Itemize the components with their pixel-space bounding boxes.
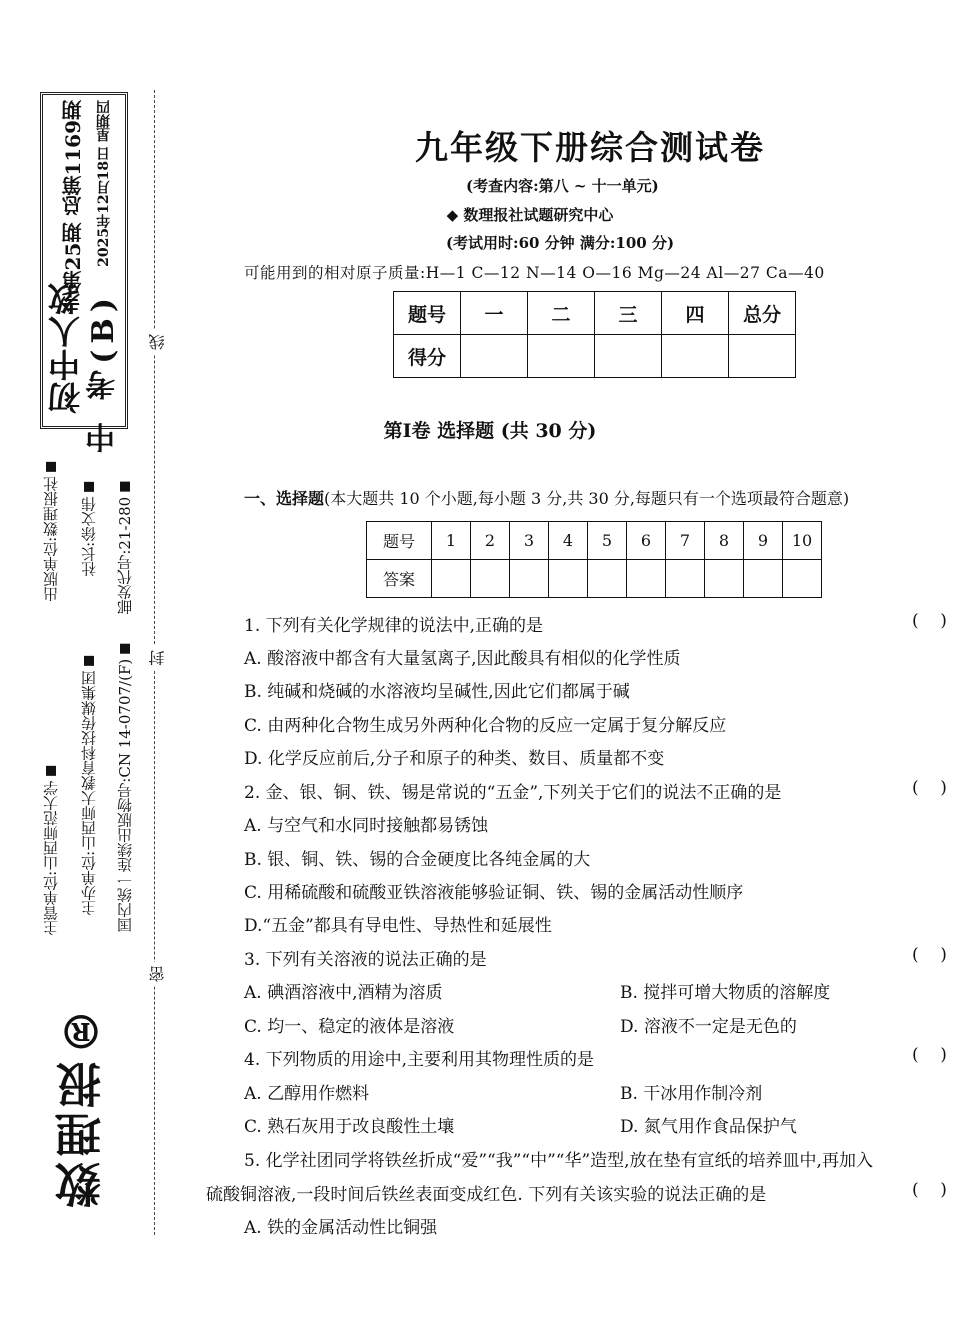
sponsor-text: 主办单位:山西师大教育科技传媒集团: [80, 670, 98, 916]
answer-blank[interactable]: ( ): [912, 945, 947, 965]
exam-time-score: (考试用时:60 分钟 满分:100 分): [445, 234, 675, 252]
score-cell[interactable]: [528, 335, 595, 378]
answer-cell[interactable]: [666, 560, 705, 598]
answer-blank[interactable]: ( ): [912, 1180, 947, 1200]
q3-option-d: D. 溶液不一定是无色的: [620, 1017, 797, 1037]
question-2: 2. 金、银、铜、铁、锡是常说的“五金”,下列关于它们的说法不正确的是: [244, 783, 782, 803]
score-cell[interactable]: [595, 335, 662, 378]
q4-option-a: A. 乙醇用作燃料: [244, 1084, 370, 1104]
score-cell[interactable]: [662, 335, 729, 378]
q2-option-b: B. 银、铜、铁、锡的合金硬度比各纯金属的大: [244, 850, 591, 870]
answer-number-cell: 4: [549, 522, 588, 560]
answer-number-cell: 9: [744, 522, 783, 560]
part1-instructions: (本大题共 10 个小题,每小题 3 分,共 30 分,每题只有一个选项最符合题意): [324, 489, 850, 508]
president-info: [78, 478, 99, 577]
answer-number-row: [367, 522, 822, 560]
answer-number-cell: 5: [588, 522, 627, 560]
publisher-text: 出版单位:数理报社: [42, 476, 60, 602]
answer-cell[interactable]: [510, 560, 549, 598]
q1-option-d: D. 化学反应前后,分子和原子的种类、数目、质量都不变: [244, 749, 665, 769]
answer-cell[interactable]: [471, 560, 510, 598]
score-row-label: 得分: [394, 335, 461, 378]
answer-number-cell: 2: [471, 522, 510, 560]
q4-option-c: C. 熟石灰用于改良酸性土壤: [244, 1117, 455, 1137]
q2-option-a: A. 与空气和水同时接触都易锈蚀: [244, 816, 489, 836]
q5-option-a: A. 铁的金属活动性比铜强: [244, 1218, 438, 1238]
postal-code-text: 邮发代号:21-280: [116, 496, 134, 615]
seal-mark-line: 线: [146, 330, 169, 354]
supervisor-info: [40, 762, 61, 936]
answer-number-cell: 1: [432, 522, 471, 560]
bullet-square-icon: [120, 482, 130, 492]
score-value-row: [394, 335, 796, 378]
score-header-cell: 二: [528, 292, 595, 335]
bullet-square-icon: [46, 766, 56, 776]
answer-cell[interactable]: [627, 560, 666, 598]
question-5: 5. 化学社团同学将铁丝折成“爱”“我”“中”“华”造型,放在垫有宣纸的培养皿中,再加入: [244, 1151, 873, 1171]
score-header-cell: 四: [662, 292, 729, 335]
question-3: 3. 下列有关溶液的说法正确的是: [244, 950, 487, 970]
answer-cell[interactable]: [744, 560, 783, 598]
score-cell[interactable]: [729, 335, 796, 378]
issue-number: 第25期 总第1169期: [61, 100, 85, 291]
seal-mark-feng: 封: [146, 646, 169, 670]
q1-option-c: C. 由两种化合物生成另外两种化合物的反应一定属于复分解反应: [244, 716, 727, 736]
question-4: 4. 下列物质的用途中,主要利用其物理性质的是: [244, 1050, 595, 1070]
exam-title: 九年级下册综合测试卷: [415, 128, 765, 167]
bullet-square-icon: [84, 482, 94, 492]
score-cell[interactable]: [461, 335, 528, 378]
q3-option-a: A. 碘酒溶液中,酒精为溶质: [244, 983, 443, 1003]
publication-edition: 中 考(B): [86, 292, 121, 453]
answer-cell[interactable]: [783, 560, 822, 598]
exam-scope: (考查内容:第八 ~ 十一单元): [466, 177, 659, 195]
answer-number-cell: 10: [783, 522, 822, 560]
cn-number-info: [114, 640, 135, 933]
cn-number-text: 国内统一连续出版物号:CN 14-0707/(F): [116, 658, 134, 933]
seal-mark-mi: 密: [146, 962, 169, 986]
score-header-cell: 一: [461, 292, 528, 335]
answer-number-cell: 6: [627, 522, 666, 560]
score-header-row: [394, 292, 796, 335]
answer-table: [366, 521, 822, 598]
score-header-cell: 题号: [394, 292, 461, 335]
score-header-cell: 三: [595, 292, 662, 335]
bullet-square-icon: [84, 656, 94, 666]
q4-option-d: D. 氮气用作食品保护气: [620, 1117, 797, 1137]
president-text: 社长:徐文伟: [80, 496, 98, 577]
publisher-info: [40, 458, 61, 602]
part1-heading-line: [244, 486, 849, 509]
answer-number-cell: 7: [666, 522, 705, 560]
answer-cell[interactable]: [549, 560, 588, 598]
score-header-cell: 总分: [729, 292, 796, 335]
atomic-masses: 可能用到的相对原子质量:H—1 C—12 N—14 O—16 Mg—24 Al—27 Ca—40: [244, 264, 825, 282]
part1-heading: 一、选择题: [244, 489, 325, 508]
answer-cell[interactable]: [432, 560, 471, 598]
bullet-square-icon: [120, 644, 130, 654]
q1-option-a: A. 酸溶液中都含有大量氢离子,因此酸具有相似的化学性质: [244, 649, 681, 669]
sponsor-info: [78, 652, 99, 916]
answer-blank[interactable]: ( ): [912, 1045, 947, 1065]
score-table: [393, 291, 796, 378]
answer-fill-row: [367, 560, 822, 598]
newspaper-logo: 数理报®: [54, 1000, 108, 1208]
answer-blank[interactable]: ( ): [912, 778, 947, 798]
answer-number-cell: 3: [510, 522, 549, 560]
q4-option-b: B. 干冰用作制冷剂: [620, 1084, 763, 1104]
answer-blank[interactable]: ( ): [912, 611, 947, 631]
section-title: 第Ⅰ卷 选择题 (共 30 分): [383, 420, 597, 442]
q1-option-b: B. 纯碱和烧碱的水溶液均呈碱性,因此它们都属于碱: [244, 682, 630, 702]
answer-cell[interactable]: [588, 560, 627, 598]
answer-row-label: 答案: [367, 560, 432, 598]
question-1: 1. 下列有关化学规律的说法中,正确的是: [244, 616, 544, 636]
supervisor-text: 主管单位:山西师范大学: [42, 780, 60, 936]
publication-name: 初中人教: [47, 282, 85, 414]
q2-option-c: C. 用稀硫酸和硫酸亚铁溶液能够验证铜、铁、锡的金属活动性顺序: [244, 883, 744, 903]
q3-option-c: C. 均一、稳定的液体是溶液: [244, 1017, 455, 1037]
question-5-continued: 硫酸铜溶液,一段时间后铁丝表面变成红色. 下列有关该实验的说法正确的是: [206, 1185, 767, 1205]
bullet-square-icon: [46, 462, 56, 472]
q3-option-b: B. 搅拌可增大物质的溶解度: [620, 983, 831, 1003]
research-center: ◆ 数理报社试题研究中心: [446, 206, 614, 224]
q2-option-d: D.“五金”都具有导电性、导热性和延展性: [244, 916, 552, 936]
answer-row-label: 题号: [367, 522, 432, 560]
publication-date: 2025年12月18日 星期四: [96, 100, 112, 267]
answer-cell[interactable]: [705, 560, 744, 598]
postal-info: [114, 478, 135, 615]
answer-number-cell: 8: [705, 522, 744, 560]
